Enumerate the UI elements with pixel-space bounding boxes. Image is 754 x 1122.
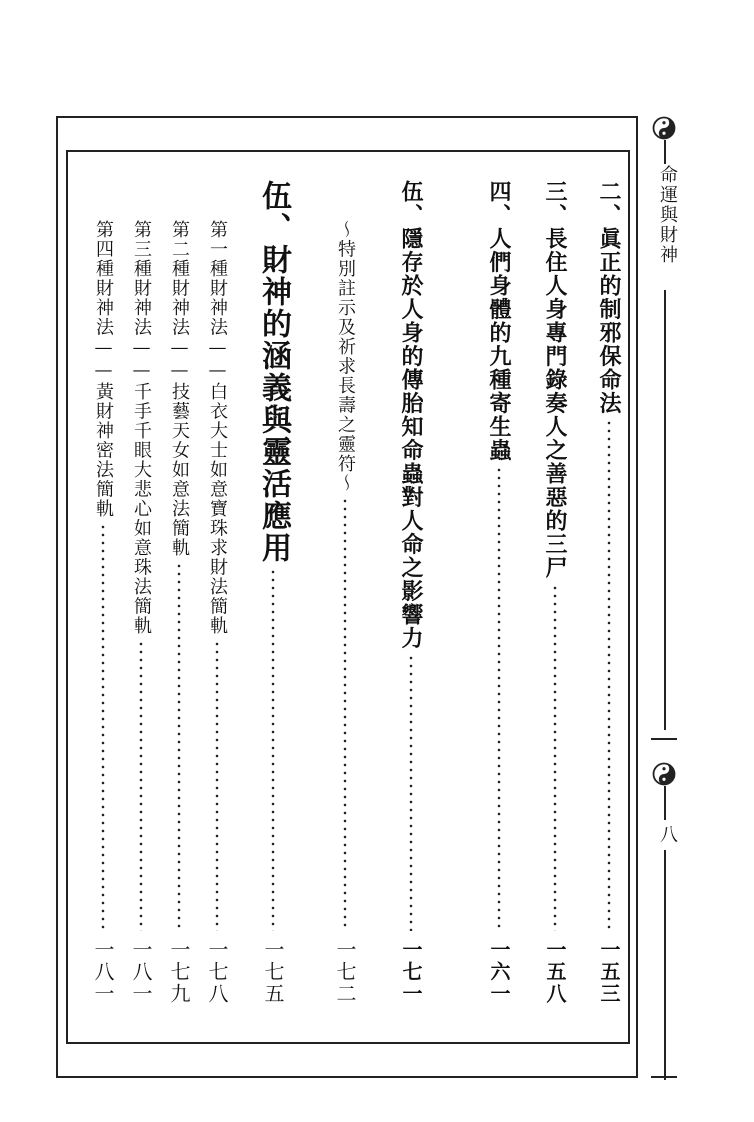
leader-dots [177, 562, 181, 932]
toc-entry-page: 一七九 [167, 939, 191, 1005]
leader-dots [553, 584, 557, 932]
toc-entry-page: 一七八 [205, 939, 229, 1005]
toc-entry-title: 第一種財神法——白衣大士如意寶珠求財法簡軌 [207, 220, 228, 636]
toc-entry-title: 伍、隱存於人身的傳胎知命蟲對人命之影響力 [398, 180, 424, 650]
leader-dots [139, 640, 143, 932]
leader-dots [343, 497, 347, 931]
leader-dots [607, 419, 611, 931]
toc-entry-page: 一八一 [91, 939, 115, 1005]
toc-entry[interactable] [88, 180, 118, 1010]
leader-dots [215, 640, 219, 932]
toc-entry-title: 二、眞正的制邪保命法 [596, 180, 622, 415]
running-head-rule [664, 786, 666, 820]
toc-entry-title: 第三種財神法——千手千眼大悲心如意珠法簡軌 [131, 220, 152, 636]
running-head-title: 命運與財神 [657, 165, 678, 265]
toc-entry-title: ～特別註示及祈求長壽之靈符～ [335, 220, 356, 493]
page-number: 八 [657, 825, 678, 843]
section-heading: 伍、財神的涵義與靈活應用 [256, 180, 291, 564]
running-head-rule [664, 290, 666, 730]
toc-entry[interactable] [126, 180, 156, 1010]
toc-entry-page: 一七一 [399, 939, 423, 1005]
leader-dots [409, 654, 413, 931]
toc-entry[interactable] [164, 180, 194, 1010]
toc-entry-page: 一六一 [487, 939, 511, 1005]
toc-entry[interactable] [256, 180, 291, 1010]
yin-yang-icon [652, 116, 676, 140]
running-head-rule [651, 738, 677, 740]
toc-entry-title: 三、長住人身專門錄奏人之善惡的三尸 [542, 180, 568, 580]
toc-entry[interactable] [330, 180, 360, 1010]
yin-yang-icon [652, 762, 676, 786]
running-head-rule [651, 1076, 677, 1078]
toc-entry-page: 一七五 [261, 939, 285, 1005]
toc-entry[interactable] [540, 180, 570, 1010]
running-head-rule [664, 140, 666, 164]
running-head-rule [664, 850, 666, 1080]
leader-dots [497, 466, 501, 931]
toc-entry[interactable] [484, 180, 514, 1010]
toc-entry-page: 一七二 [333, 939, 357, 1005]
toc-entry[interactable] [594, 180, 624, 1010]
toc-entry-page: 一五三 [597, 939, 621, 1005]
toc-entry-title: 四、人們身體的九種寄生蟲 [486, 180, 512, 462]
toc-entry[interactable] [396, 180, 426, 1010]
toc-entry-page: 一五八 [543, 939, 567, 1005]
toc-entry[interactable] [202, 180, 232, 1010]
toc-entry-title: 第二種財神法——技藝天女如意法簡軌 [169, 220, 190, 558]
leader-dots [101, 523, 105, 932]
leader-dots [271, 568, 275, 931]
toc-entry-title: 第四種財神法——黃財神密法簡軌 [93, 220, 114, 519]
toc-entry-page: 一八一 [129, 939, 153, 1005]
